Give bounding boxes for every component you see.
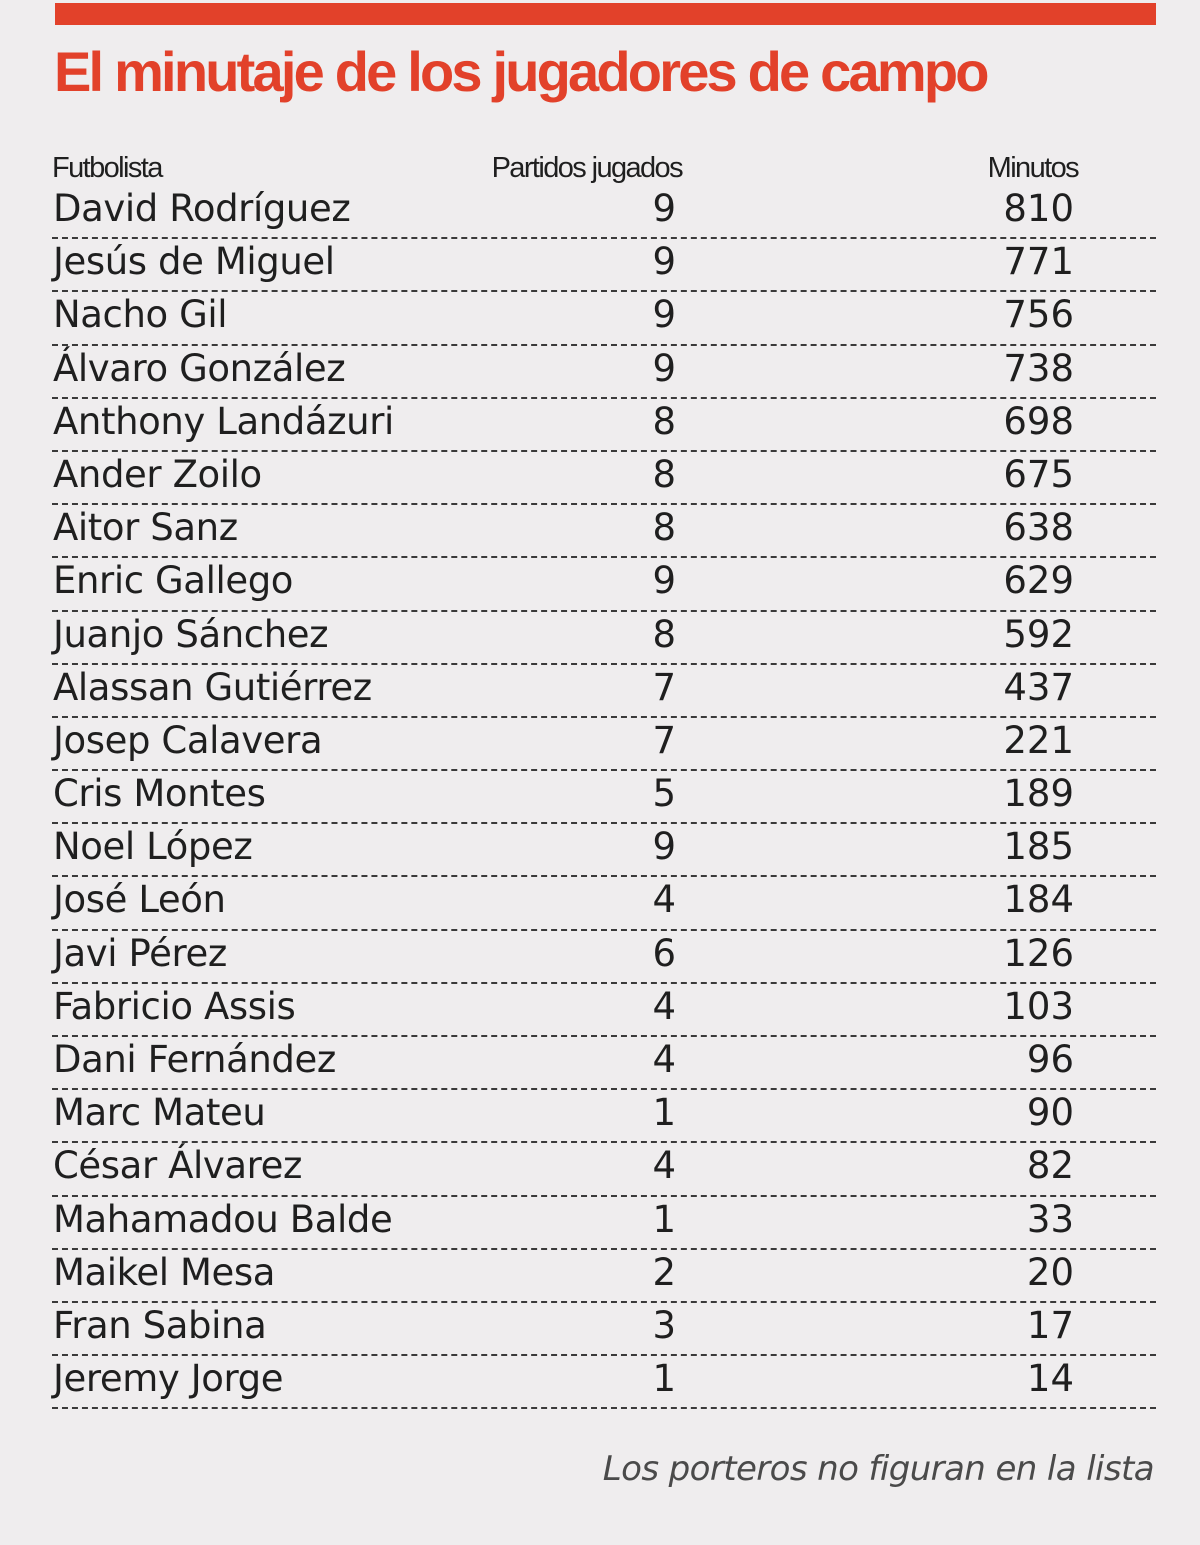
player-name: Dani Fernández [53, 1038, 336, 1081]
table-row [52, 292, 1156, 345]
minutes-played: 90 [1026, 1091, 1074, 1135]
table-row [52, 824, 1156, 877]
table-row [52, 1090, 1156, 1143]
player-name: José León [53, 878, 226, 922]
games-played: 9 [652, 825, 676, 869]
column-header-games: Partidos jugados [491, 152, 682, 184]
minutes-played: 82 [1026, 1144, 1074, 1188]
minutes-played: 33 [1026, 1197, 1074, 1241]
player-name: Álvaro González [53, 346, 346, 390]
games-played: 2 [652, 1250, 676, 1294]
games-played: 5 [652, 772, 676, 816]
table-row [52, 346, 1156, 399]
table-row [52, 452, 1156, 505]
minutes-played: 96 [1026, 1038, 1074, 1081]
games-played: 7 [652, 665, 676, 709]
games-played: 3 [652, 1303, 676, 1347]
player-name: Enric Gallego [53, 559, 294, 603]
table-row [52, 877, 1156, 930]
games-played: 8 [652, 506, 676, 550]
table-row [52, 239, 1156, 292]
games-played: 9 [652, 187, 676, 230]
minutes-played: 629 [1003, 559, 1074, 603]
footnote: Los porteros no figuran en la lista [602, 1449, 1154, 1489]
minutes-played: 126 [1003, 931, 1074, 975]
minutes-played: 698 [1003, 399, 1074, 443]
player-name: Javi Pérez [53, 931, 227, 975]
games-played: 4 [652, 1144, 676, 1188]
minutes-played: 189 [1003, 772, 1074, 816]
column-header-player: Futbolista [52, 152, 162, 184]
games-played: 9 [652, 559, 676, 603]
table-row [52, 505, 1156, 558]
table-row [52, 665, 1156, 718]
games-played: 8 [652, 612, 676, 656]
table-row [52, 612, 1156, 665]
player-name: Josep Calavera [53, 718, 323, 762]
games-played: 9 [652, 346, 676, 390]
minutes-played: 437 [1003, 665, 1074, 709]
player-name: Aitor Sanz [53, 506, 238, 550]
table-row [52, 1037, 1156, 1090]
table-row [52, 1143, 1156, 1196]
player-name: Fabricio Assis [53, 984, 296, 1028]
minutes-played: 14 [1026, 1357, 1074, 1401]
player-name: Maikel Mesa [53, 1250, 276, 1294]
table-row [52, 399, 1156, 452]
minutes-played: 20 [1026, 1250, 1074, 1294]
games-played: 1 [652, 1197, 676, 1241]
player-name: Mahamadou Balde [53, 1197, 393, 1241]
player-name: Cris Montes [53, 772, 266, 816]
minutes-played: 17 [1026, 1303, 1074, 1347]
minutes-played: 675 [1003, 452, 1074, 496]
player-table [52, 186, 1156, 1409]
minutes-played: 738 [1003, 346, 1074, 390]
player-name: Ander Zoilo [53, 452, 262, 496]
games-played: 1 [652, 1357, 676, 1401]
player-name: César Álvarez [53, 1144, 303, 1188]
player-name: Nacho Gil [53, 293, 228, 337]
minutes-played: 592 [1003, 612, 1074, 656]
table-row [52, 558, 1156, 611]
table-row [52, 771, 1156, 824]
minutes-played: 103 [1003, 984, 1074, 1028]
table-row [52, 984, 1156, 1037]
minutes-played: 221 [1003, 718, 1074, 762]
minutes-played: 184 [1003, 878, 1074, 922]
player-name: Marc Mateu [53, 1091, 266, 1135]
player-name: Juanjo Sánchez [53, 612, 329, 656]
games-played: 4 [652, 1038, 676, 1081]
accent-bar [55, 3, 1156, 25]
player-name: David Rodríguez [53, 187, 351, 230]
table-row [52, 1250, 1156, 1303]
player-name: Fran Sabina [53, 1303, 267, 1347]
player-name: Jesús de Miguel [53, 240, 335, 284]
minutes-played: 756 [1003, 293, 1074, 337]
player-name: Jeremy Jorge [53, 1357, 284, 1401]
table-row [52, 186, 1156, 239]
games-played: 4 [652, 984, 676, 1028]
games-played: 1 [652, 1091, 676, 1135]
table-row [52, 1356, 1156, 1409]
table-row [52, 1197, 1156, 1250]
games-played: 9 [652, 293, 676, 337]
minutes-played: 771 [1003, 240, 1074, 284]
games-played: 9 [652, 240, 676, 284]
player-name: Noel López [53, 825, 253, 869]
table-row [52, 718, 1156, 771]
minutes-played: 185 [1003, 825, 1074, 869]
games-played: 8 [652, 452, 676, 496]
table-row [52, 931, 1156, 984]
games-played: 4 [652, 878, 676, 922]
games-played: 8 [652, 399, 676, 443]
column-header-minutes: Minutos [987, 152, 1078, 184]
player-name: Anthony Landázuri [53, 399, 394, 443]
games-played: 7 [652, 718, 676, 762]
minutes-played: 810 [1003, 187, 1074, 230]
minutes-played: 638 [1003, 506, 1074, 550]
games-played: 6 [652, 931, 676, 975]
chart-title: El minutaje de los jugadores de campo [54, 40, 987, 103]
table-row [52, 1303, 1156, 1356]
player-name: Alassan Gutiérrez [53, 665, 372, 709]
